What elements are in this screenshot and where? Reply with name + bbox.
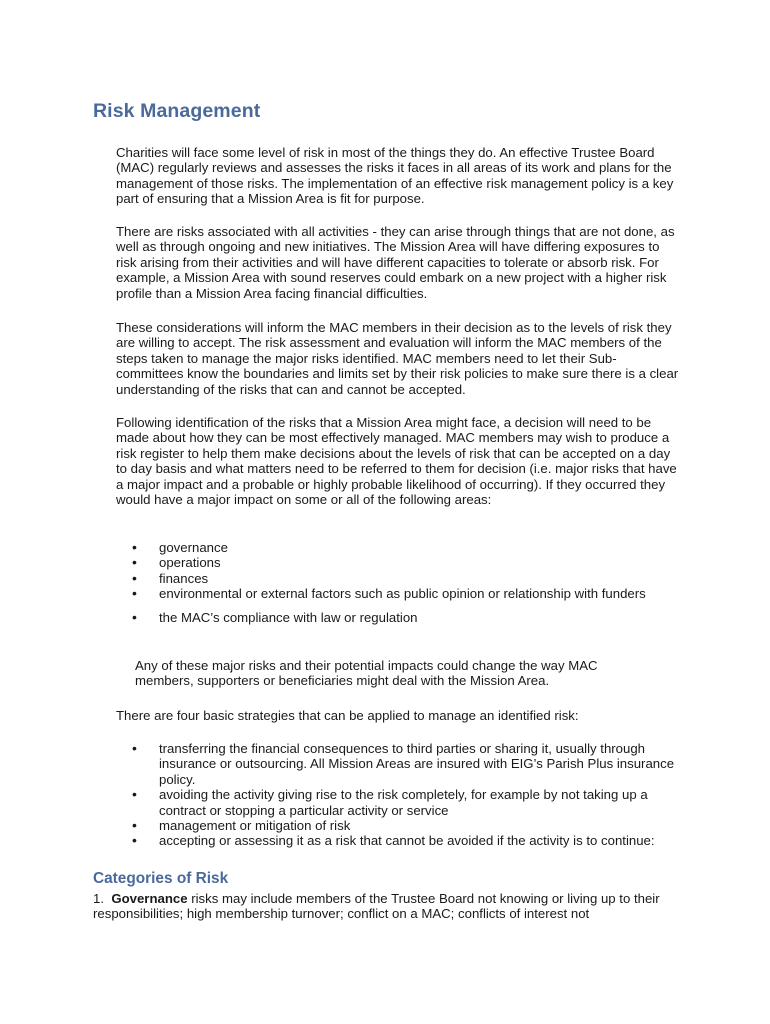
list-item: • accepting or assessing it as a risk that cannot be avoided if the activity is to continue: [132,833,680,848]
category-item-governance [93,891,681,922]
category-number: 1. [93,891,104,906]
paragraph-intro: Charities will face some level of risk in most of the things they do. An effective Trustee Board (MAC) regularly reviews and assesses the risks it faces in all areas of its work and plans for the management of those risks. The implementation of an effective risk management policy is a key part of ensuring that a Mission Area is fit for purpose. [116,145,674,207]
list-item: • avoiding the activity giving rise to the risk completely, for example by not taking up a contract or stopping a particular activity or service [132,787,680,818]
list-item: • environmental or external factors such as public opinion or relationship with funders [132,586,680,601]
paragraph-impacts: Any of these major risks and their potential impacts could change the way MAC members, supporters or beneficiaries might deal with the Mission Area. [135,658,598,689]
list-item: • transferring the financial consequences to third parties or sharing it, usually through insurance or outsourcing. All Mission Areas are insured with EIG’s Parish Plus insurance policy. [132,741,680,787]
impact-areas-list [132,540,680,625]
list-item: • the MAC’s compliance with law or regulation [132,610,680,625]
list-item: • management or mitigation of risk [132,818,680,833]
category-description: risks may include members of the Trustee Board not knowing or living up to their responsibilities; high membership turnover; conflict on a MAC; conflicts of interest not [93,891,660,922]
list-item: • operations [132,555,680,570]
paragraph-considerations: These considerations will inform the MAC members in their decision as to the levels of risk they are willing to accept. The risk assessment and evaluation will inform the MAC members of the steps taken to manage the major risks identified. MAC members need to let their Sub-committees know the boundaries and limits set by their risk policies to make sure there is a clear understanding of the risks that can and cannot be accepted. [116,320,679,397]
page-title: Risk Management [93,100,261,122]
list-item: • governance [132,540,680,555]
paragraph-risks-activities: There are risks associated with all activities - they can arise through things that are not done, as well as through ongoing and new initiatives. The Mission Area will have differing exposures to risk arising from their activities and will have different capacities to tolerate or absorb risk. For example, a Mission Area with sound reserves could embark on a new project with a higher risk profile than a Mission Area facing financial difficulties. [116,224,675,301]
strategies-list [132,741,680,849]
list-item: • finances [132,571,680,586]
paragraph-strategies-intro: There are four basic strategies that can be applied to manage an identified risk: [116,708,579,723]
section-heading-categories: Categories of Risk [93,870,229,887]
category-term: Governance [111,891,188,906]
paragraph-identification: Following identification of the risks that a Mission Area might face, a decision will need to be made about how they can be most effectively managed. MAC members may wish to produce a risk register to help them make decisions about the levels of risk that can be accepted on a day to day basis and what matters need to be referred to them for decision (i.e. major risks that have a major impact and a probable or highly probable likelihood of occurring). If they occurred they would have a major impact on some or all of the following areas: [116,415,677,508]
